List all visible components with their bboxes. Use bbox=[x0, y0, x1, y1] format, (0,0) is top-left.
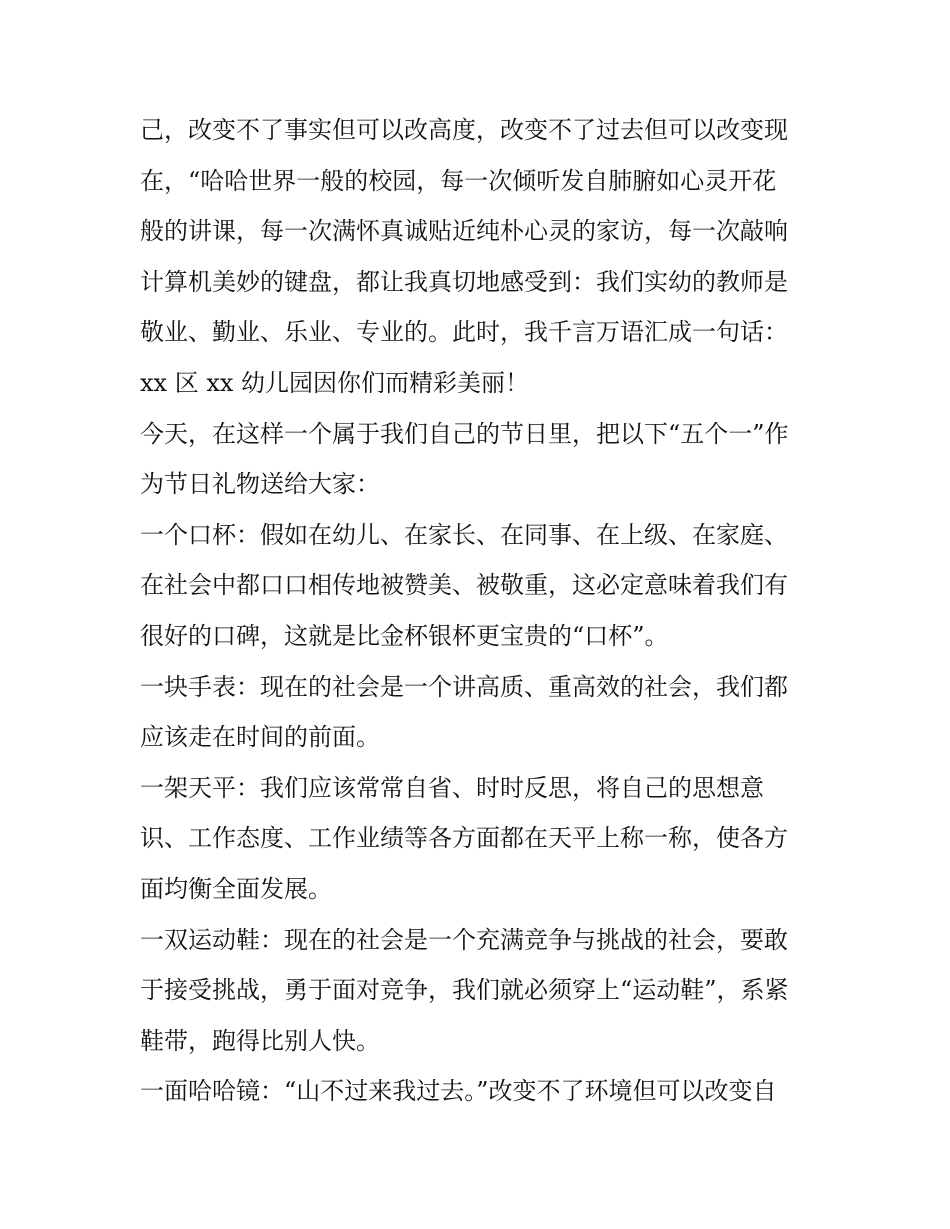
text-line: 敬业、勤业、乐业、专业的。此时，我千言万语汇成一句话： bbox=[140, 318, 788, 347]
text-line: 于接受挑战，勇于面对竞争，我们就必须穿上“运动鞋”，系紧 bbox=[140, 976, 789, 1005]
body-text bbox=[140, 105, 820, 1117]
text-line: 一架天平：我们应该常常自省、时时反思，将自己的思想意 bbox=[140, 773, 764, 802]
text-line: 一双运动鞋：现在的社会是一个充满竞争与挑战的社会，要敢 bbox=[140, 925, 788, 954]
text-line: 应该走在时间的前面。 bbox=[140, 723, 380, 752]
text-line: 般的讲课，每一次满怀真诚贴近纯朴心灵的家访，每一次敲响 bbox=[140, 217, 788, 246]
text-line: 己，改变不了事实但可以改高度，改变不了过去但可以改变现 bbox=[140, 116, 788, 144]
text-line: 面均衡全面发展。 bbox=[140, 874, 332, 903]
text-line: 识、工作态度、工作业绩等各方面都在天平上称一称，使各方 bbox=[140, 824, 788, 853]
text-line: xx 区 xx 幼儿园因你们而精彩美丽！ bbox=[140, 368, 530, 397]
text-line: 今天，在这样一个属于我们自己的节日里，把以下“五个一”作 bbox=[140, 419, 789, 448]
text-line: 计算机美妙的键盘，都让我真切地感受到：我们实幼的教师是 bbox=[140, 267, 788, 296]
text-line: 一面哈哈镜：“山不过来我过去。”改变不了环境但可以改变自 bbox=[140, 1077, 777, 1106]
text-line: 鞋带，跑得比别人快。 bbox=[140, 1026, 380, 1055]
text-line: 一块手表：现在的社会是一个讲高质、重高效的社会，我们都 bbox=[140, 672, 788, 701]
text-line: 为节日礼物送给大家： bbox=[140, 470, 380, 499]
text-line: 在，“哈哈世界一般的校园，每一次倾听发自肺腑如心灵开花 bbox=[140, 166, 777, 195]
text-line: 很好的口碑，这就是比金杯银杯更宝贵的“口杯”。 bbox=[140, 621, 669, 650]
text-line: 在社会中都口口相传地被赞美、被敬重，这必定意味着我们有 bbox=[140, 571, 788, 600]
text-line: 一个口杯：假如在幼儿、在家长、在同事、在上级、在家庭、 bbox=[140, 520, 788, 549]
